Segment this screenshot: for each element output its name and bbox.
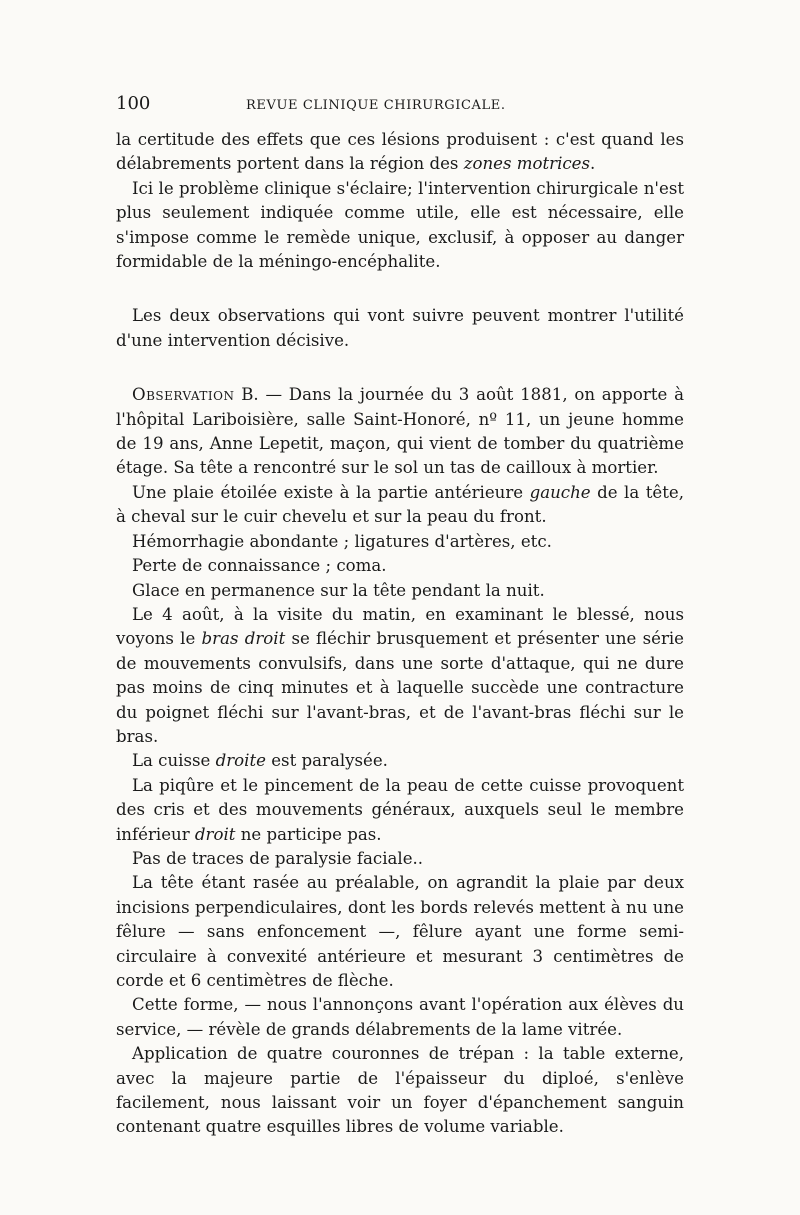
paragraph-10: La cuisse droite est paralysée. xyxy=(132,751,388,771)
paragraph-observation: Observation B. — Dans la journée du 3 août 1881, on apporte à l'hôpital Lariboisière, salle Saint-Honoré, nº 11, un jeune homme de 19 ans, Anne Lepetit, maçon, qui vient de tomber du quatrième étage. Sa tête a rencontré sur le sol un tas de cailloux à mortier. xyxy=(116,385,684,478)
paragraph-7: Perte de connaissance ; coma. xyxy=(132,556,387,576)
page-header xyxy=(116,92,684,122)
paragraph-13: La tête étant rasée au préalable, on agrandit la plaie par deux incisions perpendiculaires, dont les bords relevés mettent à nu une fêlure — sans enfoncement —, fêlure ayant une forme semi-circulaire à convexité antérieure et mesurant 3 centimètres de corde et 6 centimètres de flèche. xyxy=(116,873,684,990)
paragraph-3: Les deux observations qui vont suivre peuvent montrer l'utilité d'une intervention décisive. xyxy=(116,306,684,350)
paragraph-2: Ici le problème clinique s'éclaire; l'intervention chirurgicale n'est plus seulement indiquée comme utile, elle est nécessaire, elle s'impose comme le remède unique, exclusif, à opposer au danger formidable de la méningo-encéphalite. xyxy=(116,178,684,272)
emphasis: zones motrices xyxy=(463,154,591,174)
paragraph-12: Pas de traces de paralysie faciale.. xyxy=(132,848,424,868)
paragraph-8: Glace en permanence sur la tête pendant la nuit. xyxy=(132,580,545,600)
emphasis: bras droit xyxy=(201,629,286,649)
paragraph-15: Application de quatre couronnes de trépan : la table externe, avec la majeure partie de l'épaisseur du diploé, s'enlève facilement, nous laissant voir un foyer d'épanchement sanguin contenant quatre esquilles libres de volume variable. xyxy=(116,1044,684,1137)
paragraph-6: Hémorrhagie abondante ; ligatures d'artères, etc. xyxy=(132,531,552,551)
page-number: 100 xyxy=(116,93,151,114)
paragraph-5: Une plaie étoilée existe à la partie antérieure gauche de la tête, à cheval sur le cuir chevelu et sur la peau du front. xyxy=(116,482,685,527)
paragraph-9: Le 4 août, à la visite du matin, en examinant le blessé, nous voyons le bras droit se fléchir brusquement et présenter une série de mouvements convulsifs, dans une sorte d'attaque, qui ne dure pas moins de cinq minutes et à laquelle succède une contracture du poignet fléchi sur l'avant-bras, et de l'avant-bras fléchi sur le bras. xyxy=(116,604,685,746)
paragraph-14: Cette forme, — nous l'annonçons avant l'opération aux élèves du service, — révèle de grands délabrements de la lame vitrée. xyxy=(116,995,684,1039)
emphasis: droit xyxy=(194,824,236,844)
text-block xyxy=(116,92,684,1140)
section-gap xyxy=(116,274,684,304)
running-head: REVUE CLINIQUE CHIRURGICALE. xyxy=(246,98,506,113)
paragraph-11: La piqûre et le pincement de la peau de cette cuisse provoquent des cris et des mouvements généraux, auxquels seul le membre inférieur droit ne participe pas. xyxy=(116,775,684,844)
emphasis: droite xyxy=(215,751,266,771)
observation-label: Observation xyxy=(132,385,235,405)
paragraph-1: la certitude des effets que ces lésions produisent : c'est quand les délabrements portent dans la région des zones motrices. xyxy=(116,130,684,174)
section-gap xyxy=(116,353,684,383)
emphasis: gauche xyxy=(529,482,591,502)
